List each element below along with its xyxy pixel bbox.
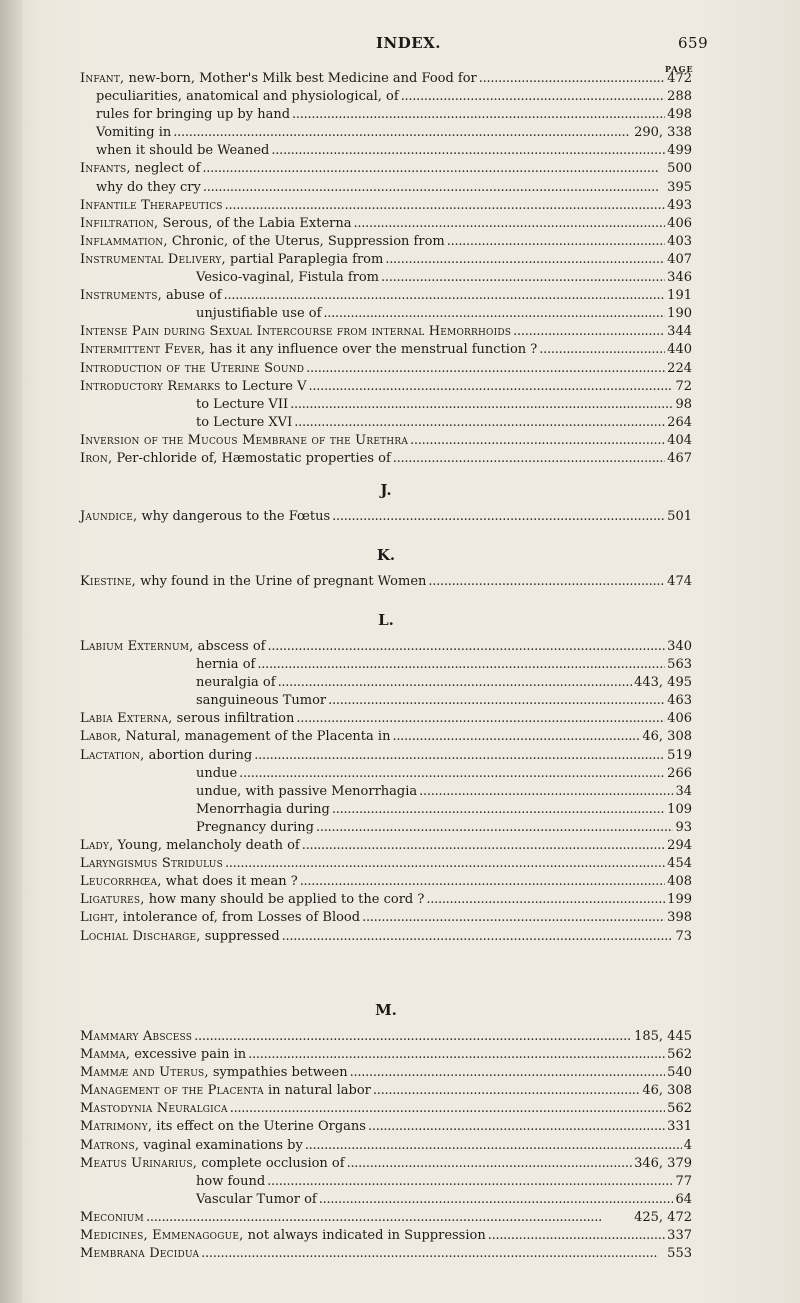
index-entry xyxy=(80,710,692,728)
index-entry xyxy=(80,855,692,873)
entry-head: Infantile Therapeutics xyxy=(80,197,223,213)
entry-text: undue xyxy=(196,765,238,781)
entry-pages: 395 xyxy=(667,179,692,195)
entry-pages: 331 xyxy=(667,1119,692,1135)
index-entry xyxy=(80,837,692,855)
entry-pages: 398 xyxy=(667,910,692,926)
index-entry xyxy=(80,450,692,468)
entry-pages: 199 xyxy=(667,892,692,908)
entry-pages: 190 xyxy=(667,306,692,322)
entry-text: when it should be Weaned xyxy=(96,143,270,159)
entry-head: Meconium xyxy=(80,1209,144,1225)
entry-pages: 185, 445 xyxy=(634,1029,692,1044)
entry-pages: 407 xyxy=(667,251,692,267)
entry-text: complete occlusion of xyxy=(197,1155,345,1171)
index-entry xyxy=(80,728,692,746)
entry-text: suppressed xyxy=(200,928,280,944)
entry-pages: 540 xyxy=(667,1065,692,1081)
entry-pages: 498 xyxy=(667,107,692,123)
entry-head: Infants, xyxy=(80,161,131,177)
entry-pages: 563 xyxy=(667,657,692,673)
entry-pages: 500 xyxy=(667,161,692,177)
entry-pages: 493 xyxy=(667,197,692,213)
entry-pages: 4 xyxy=(683,1137,692,1153)
index-subentry xyxy=(80,124,692,142)
index-subentry xyxy=(80,783,692,801)
entry-head: Laryngismus Stridulus xyxy=(80,856,223,872)
section-letter: J. xyxy=(380,481,392,499)
section-l xyxy=(80,610,692,946)
entry-pages: 519 xyxy=(667,747,692,763)
entry-pages: 34 xyxy=(675,783,692,799)
entry-text: neuralgia of xyxy=(196,675,276,691)
section-k xyxy=(80,545,692,591)
index-subentry xyxy=(80,1173,692,1191)
running-title: INDEX. xyxy=(376,34,442,52)
entry-pages: 406 xyxy=(667,711,692,727)
entry-text: Serous, of the Labia Externa xyxy=(158,215,352,231)
entry-pages: 344 xyxy=(667,324,692,340)
entry-pages: 264 xyxy=(667,414,692,430)
index-entry xyxy=(80,891,692,909)
section-m xyxy=(80,1000,692,1263)
entry-text: abuse of xyxy=(161,288,222,304)
index-entry xyxy=(80,1137,692,1155)
entry-head: Light, xyxy=(80,910,119,926)
entry-pages: 109 xyxy=(667,801,692,817)
entry-text: undue, with passive Menorrhagia xyxy=(196,783,418,799)
entry-text: Young, melancholy death of xyxy=(113,838,300,854)
entry-text: intolerance of, from Losses of Blood xyxy=(118,910,361,926)
entry-head: Labia Externa, xyxy=(80,711,173,727)
entry-head: Ligatures, xyxy=(80,892,145,908)
entry-head: Leucorrhœa, xyxy=(80,874,162,890)
entry-text: sympathies between xyxy=(208,1065,348,1081)
entry-pages: 77 xyxy=(675,1173,692,1189)
index-entry xyxy=(80,70,692,88)
entry-text: Per-chloride of, Hæmostatic properties of xyxy=(112,450,391,466)
entry-text: how many should be applied to the cord ? xyxy=(144,892,425,908)
running-head xyxy=(0,34,800,58)
index-entry xyxy=(80,1118,692,1136)
index-entry xyxy=(80,287,692,305)
index-subentry xyxy=(80,142,692,160)
entry-pages: 472 xyxy=(667,71,692,86)
entry-head: Introductory Remarks xyxy=(80,378,221,394)
entry-head: Labium Externum, xyxy=(80,639,194,654)
entry-text: why do they cry xyxy=(96,179,201,195)
entry-head: Medicines, Emmenagogue, xyxy=(80,1228,244,1244)
index-entry xyxy=(80,1155,692,1173)
entry-text: unjustifiable use of xyxy=(196,306,322,322)
entry-head: Instruments, xyxy=(80,288,162,304)
entry-text: Menorrhagia during xyxy=(196,801,330,817)
entry-text: in natural labor xyxy=(263,1083,371,1099)
entry-pages: 499 xyxy=(667,143,692,159)
index-subentry xyxy=(80,1191,692,1209)
entry-pages: 266 xyxy=(667,765,692,781)
entry-pages: 346, 379 xyxy=(634,1155,692,1171)
entry-text: vaginal examinations by xyxy=(139,1137,303,1153)
entry-text: Vascular Tumor of xyxy=(196,1191,317,1207)
page-binding-shadow xyxy=(0,0,22,1303)
entry-head: Membrana Decidua xyxy=(80,1246,200,1262)
index-entry xyxy=(80,873,692,891)
index-entry xyxy=(80,1245,692,1263)
entry-text: to Lecture XVI xyxy=(196,414,293,430)
index-entry xyxy=(80,508,692,526)
entry-head: Matrimony, xyxy=(80,1119,153,1135)
index-entry xyxy=(80,638,692,656)
entry-head: Infant, xyxy=(80,71,125,86)
entry-pages: 346 xyxy=(667,270,692,286)
entry-text: excessive pain in xyxy=(130,1047,247,1063)
section-i xyxy=(80,70,692,468)
index-entry xyxy=(80,1100,692,1118)
entry-pages: 72 xyxy=(675,378,692,394)
index-subentry xyxy=(80,656,692,674)
entry-text: abortion during xyxy=(144,747,253,763)
index-entry xyxy=(80,341,692,359)
entry-pages: 463 xyxy=(667,693,692,709)
entry-head: Management of the Placenta xyxy=(80,1083,264,1099)
entry-text: Natural, management of the Placenta in xyxy=(121,729,391,745)
entry-head: Mammæ and Uterus, xyxy=(80,1065,209,1081)
entry-text: serous infiltration xyxy=(172,711,295,727)
section-j xyxy=(80,480,692,526)
index-entry xyxy=(80,215,692,233)
index-entry xyxy=(80,747,692,765)
section-letter: M. xyxy=(375,1001,397,1019)
entry-text: peculiarities, anatomical and physiological, of xyxy=(96,89,399,105)
entry-text: how found xyxy=(196,1173,266,1189)
entry-pages: 443, 495 xyxy=(634,675,692,691)
entry-head: Lady, xyxy=(80,838,114,854)
entry-head: Instrumental Delivery, xyxy=(80,251,226,267)
entry-head: Inflammation, xyxy=(80,233,168,249)
index-entry xyxy=(80,1064,692,1082)
entry-text: sanguineous Tumor xyxy=(196,693,327,709)
entry-pages: 553 xyxy=(667,1246,692,1262)
index-subentry xyxy=(80,396,692,414)
index-subentry xyxy=(80,765,692,783)
entry-text: why dangerous to the Fœtus xyxy=(137,509,331,524)
entry-text: to Lecture VII xyxy=(196,396,289,412)
entry-pages: 340 xyxy=(667,639,692,654)
entry-pages: 73 xyxy=(675,928,692,944)
entry-pages: 98 xyxy=(675,396,692,412)
index-subentry xyxy=(80,88,692,106)
index-entry xyxy=(80,360,692,378)
index-entry xyxy=(80,432,692,450)
index-entry xyxy=(80,909,692,927)
index-entry xyxy=(80,160,692,178)
index-entry xyxy=(80,197,692,215)
entry-pages: 191 xyxy=(667,288,692,304)
index-entry xyxy=(80,928,692,946)
entry-head: Mammary Abscess xyxy=(80,1029,193,1044)
entry-text: not always indicated in Suppression xyxy=(243,1228,486,1244)
entry-pages: 404 xyxy=(667,432,692,448)
index-subentry xyxy=(80,106,692,124)
entry-text: why found in the Urine of pregnant Women xyxy=(135,574,427,589)
entry-head: Introduction of the Uterine Sound xyxy=(80,360,305,376)
page-number: 659 xyxy=(678,34,709,52)
index-entry xyxy=(80,251,692,269)
entry-text: Vesico-vaginal, Fistula from xyxy=(196,270,380,286)
entry-pages: 93 xyxy=(675,819,692,835)
entry-pages: 425, 472 xyxy=(634,1209,692,1225)
entry-head: Jaundice, xyxy=(80,509,138,524)
index-entry xyxy=(80,1082,692,1100)
entry-pages: 288 xyxy=(667,89,692,105)
entry-pages: 501 xyxy=(667,509,692,524)
entry-pages: 454 xyxy=(667,856,692,872)
index-entry xyxy=(80,1227,692,1245)
entry-head: Labor, xyxy=(80,729,122,745)
entry-pages: 408 xyxy=(667,874,692,890)
entry-text: new-born, Mother's Milk best Medicine and Food for xyxy=(124,71,477,86)
index-subentry xyxy=(80,692,692,710)
entry-head: Inversion of the Mucous Membrane of the Urethra xyxy=(80,432,409,448)
entry-pages: 440 xyxy=(667,342,692,358)
entry-text: to Lecture V xyxy=(220,378,307,394)
page-column-label: PAGE xyxy=(665,64,694,74)
entry-head: Lochial Discharge, xyxy=(80,928,201,944)
index-entry xyxy=(80,378,692,396)
section-letter: K. xyxy=(376,546,396,564)
index-subentry xyxy=(80,269,692,287)
index-entry xyxy=(80,1028,692,1046)
index-subentry xyxy=(80,179,692,197)
entry-pages: 290, 338 xyxy=(634,125,692,141)
entry-pages: 337 xyxy=(667,1228,692,1244)
entry-text: Vomiting in xyxy=(96,125,172,141)
index-entry xyxy=(80,323,692,341)
entry-head: Meatus Urinarius, xyxy=(80,1155,198,1171)
entry-text: neglect of xyxy=(130,161,201,177)
entry-text: Pregnancy during xyxy=(196,819,314,835)
entry-pages: 403 xyxy=(667,233,692,249)
entry-pages: 562 xyxy=(667,1101,692,1117)
index-subentry xyxy=(80,801,692,819)
entry-head: Mamma, xyxy=(80,1047,131,1063)
entry-head: Mastodynia Neuralgica xyxy=(80,1101,228,1117)
entry-pages: 562 xyxy=(667,1047,692,1063)
index-subentry xyxy=(80,414,692,432)
entry-text: Chronic, of the Uterus, Suppression from xyxy=(167,233,445,249)
entry-pages: 467 xyxy=(667,450,692,466)
index-subentry xyxy=(80,819,692,837)
entry-pages: 46, 308 xyxy=(642,1083,692,1099)
index-subentry xyxy=(80,674,692,692)
entry-head: Matrons, xyxy=(80,1137,140,1153)
entry-pages: 474 xyxy=(667,574,692,589)
entry-text: partial Paraplegia from xyxy=(225,251,384,267)
index-entry xyxy=(80,233,692,251)
entry-head: Intense Pain during Sexual Intercourse from internal Hemorrhoids xyxy=(80,324,512,340)
entry-head: Kiestine, xyxy=(80,574,136,589)
entry-text: its effect on the Uterine Organs xyxy=(152,1119,366,1135)
index-entry xyxy=(80,1046,692,1064)
entry-text: abscess of xyxy=(193,639,266,654)
entry-head: Iron, xyxy=(80,450,113,466)
entry-head: Lactation, xyxy=(80,747,145,763)
entry-head: Infiltration, xyxy=(80,215,159,231)
index-subentry xyxy=(80,305,692,323)
entry-pages: 46, 308 xyxy=(642,729,692,745)
entry-pages: 224 xyxy=(667,360,692,376)
index-entry xyxy=(80,573,692,591)
entry-text: has it any influence over the menstrual function ? xyxy=(205,342,538,358)
entry-pages: 294 xyxy=(667,838,692,854)
index-entry xyxy=(80,1209,692,1227)
entry-text: what does it mean ? xyxy=(161,874,298,890)
entry-text: rules for bringing up by hand xyxy=(96,107,291,123)
entry-head: Intermittent Fever, xyxy=(80,342,206,358)
entry-text: hernia of xyxy=(196,657,256,673)
section-letter: L. xyxy=(378,611,394,629)
entry-pages: 406 xyxy=(667,215,692,231)
entry-pages: 64 xyxy=(675,1191,692,1207)
